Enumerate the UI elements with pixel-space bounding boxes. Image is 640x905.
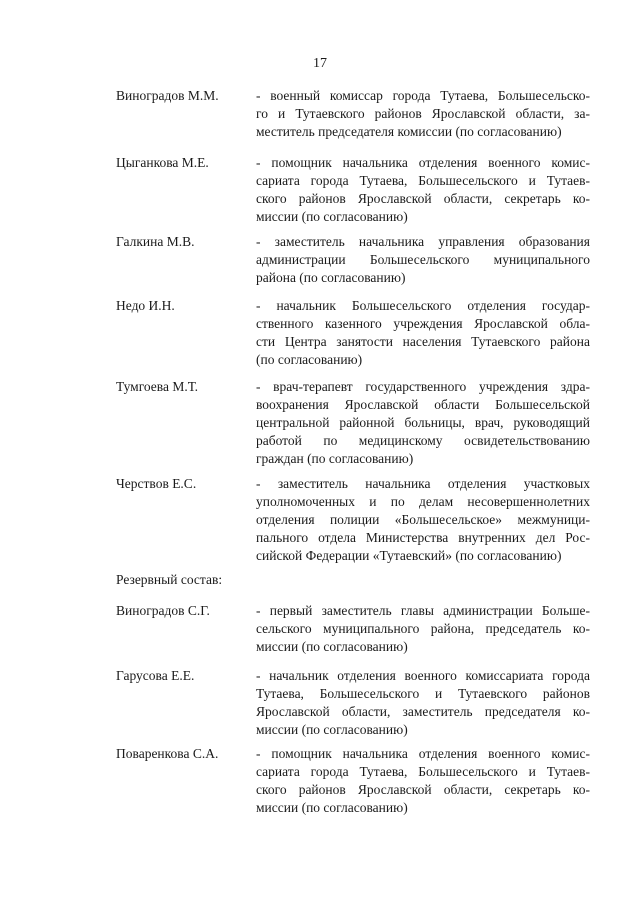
member-role xyxy=(256,602,590,656)
member-name: Гарусова Е.Е. xyxy=(116,668,195,683)
member-name: Тумгоева М.Т. xyxy=(116,379,199,394)
member-role xyxy=(256,154,590,226)
role-line: - начальник отделения военного комиссариата города xyxy=(256,668,590,683)
role-line: меститель председателя комиссии (по согласованию) xyxy=(256,124,562,139)
member-role xyxy=(256,745,590,817)
role-line: воохранения Ярославской области Большесельской xyxy=(256,397,590,412)
member-name: Недо И.Н. xyxy=(116,298,175,313)
member-role xyxy=(256,233,590,287)
role-line: - врач-терапевт государственного учреждения здра- xyxy=(256,379,590,394)
role-line: сти Центра занятости населения Тутаевского района xyxy=(256,334,590,349)
member-role xyxy=(256,378,590,468)
member-name: Цыганкова М.Е. xyxy=(116,155,209,170)
role-line: района (по согласованию) xyxy=(256,270,406,285)
role-line: отделения полиции «Большесельское» межмуници- xyxy=(256,512,590,527)
role-line: сариата города Тутаева, Большесельского и Тутаев- xyxy=(256,173,590,188)
member-name: Поваренкова С.А. xyxy=(116,746,219,761)
role-line: - заместитель начальника управления образования xyxy=(256,234,590,249)
page-number: 17 xyxy=(313,56,327,71)
role-line: (по согласованию) xyxy=(256,352,363,367)
member-name: Галкина М.В. xyxy=(116,234,195,249)
role-line: - заместитель начальника отделения участковых xyxy=(256,476,590,491)
role-line: Тутаева, Большесельского и Тутаевского районов xyxy=(256,686,590,701)
role-line: миссии (по согласованию) xyxy=(256,722,408,737)
role-line: граждан (по согласованию) xyxy=(256,451,414,466)
role-line: - военный комиссар города Тутаева, Большесельско- xyxy=(256,88,590,103)
role-line: администрации Большесельского муниципального xyxy=(256,252,590,267)
role-line: - помощник начальника отделения военного комис- xyxy=(256,155,590,170)
member-role xyxy=(256,297,590,369)
role-line: ского районов Ярославской области, секретарь ко- xyxy=(256,782,590,797)
role-line: миссии (по согласованию) xyxy=(256,209,408,224)
reserve-heading: Резервный состав: xyxy=(116,572,223,587)
role-line: сельского муниципального района, председатель ко- xyxy=(256,621,590,636)
member-name: Виноградов С.Г. xyxy=(116,603,210,618)
member-role xyxy=(256,667,590,739)
role-line: сийской Федерации «Тутаевский» (по согласованию) xyxy=(256,548,562,563)
role-line: миссии (по согласованию) xyxy=(256,800,408,815)
role-line: работой по медицинскому освидетельствованию xyxy=(256,433,590,448)
member-role xyxy=(256,87,590,141)
member-role xyxy=(256,475,590,565)
role-line: уполномоченных и по делам несовершеннолетних xyxy=(256,494,590,509)
role-line: го и Тутаевского районов Ярославской области, за- xyxy=(256,106,590,121)
role-line: ского районов Ярославской области, секретарь ко- xyxy=(256,191,590,206)
role-line: - первый заместитель главы администрации Больше- xyxy=(256,603,590,618)
member-name: Черствов Е.С. xyxy=(116,476,197,491)
member-name: Виноградов М.М. xyxy=(116,88,219,103)
role-line: центральной районной больницы, врач, руководящий xyxy=(256,415,590,430)
role-line: ственного казенного учреждения Ярославской обла- xyxy=(256,316,590,331)
role-line: Ярославской области, заместитель председателя ко- xyxy=(256,704,590,719)
role-line: пального отдела Министерства внутренних дел Рос- xyxy=(256,530,590,545)
role-line: сариата города Тутаева, Большесельского и Тутаев- xyxy=(256,764,590,779)
role-line: - начальник Большесельского отделения государ- xyxy=(256,298,590,313)
role-line: - помощник начальника отделения военного комис- xyxy=(256,746,590,761)
role-line: миссии (по согласованию) xyxy=(256,639,408,654)
